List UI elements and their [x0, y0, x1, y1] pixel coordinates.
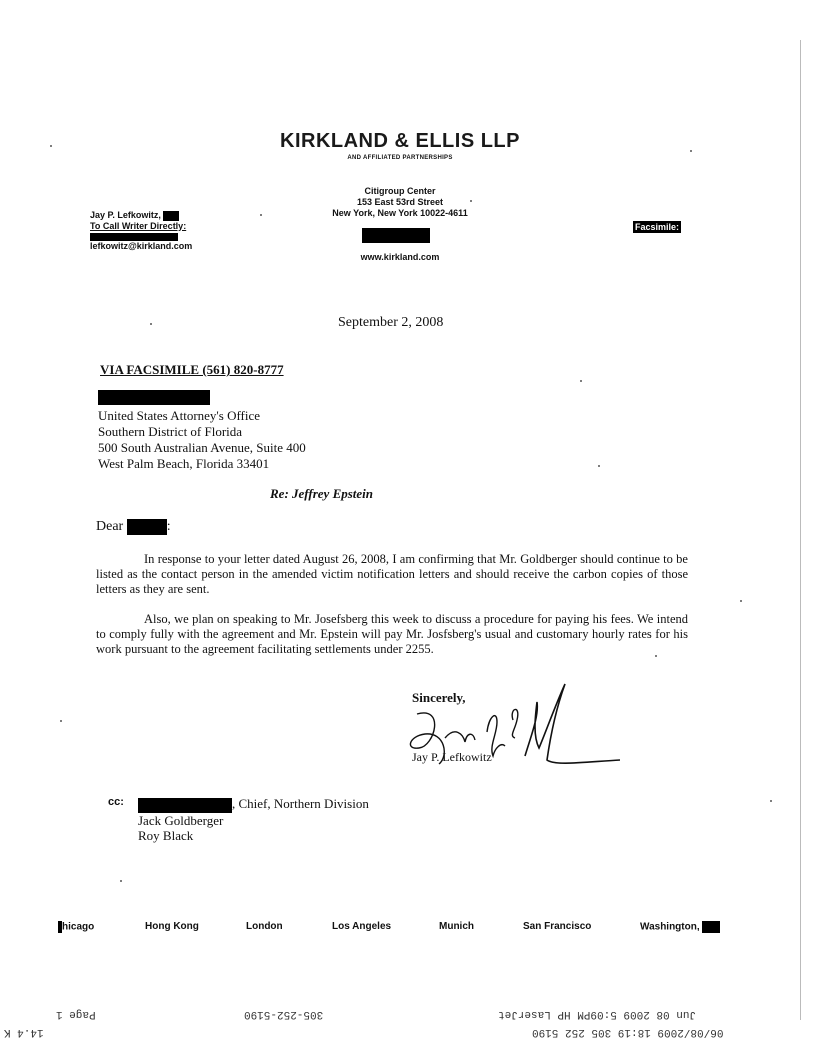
office-chicago: hicago	[58, 921, 94, 933]
address-line: 153 East 53rd Street	[356, 197, 444, 207]
recipient-line: United States Attorney's Office	[98, 408, 261, 423]
office-san-francisco: San Francisco	[523, 921, 592, 932]
fax-speed: 14.4 K	[4, 1026, 44, 1038]
recipient-line: Southern District of Florida	[98, 424, 243, 439]
firm-website: www.kirkland.com	[360, 252, 440, 262]
address-line: New York, New York 10022-4611	[332, 208, 468, 218]
office-washington: Washington,	[640, 921, 720, 933]
signatory-name: Jay P. Lefkowitz	[412, 750, 492, 764]
body-paragraph: Also, we plan on speaking to Mr. Josefsberg this week to discuss a procedure for paying his fees. We intend to comply fully with the agreement and Mr. Epstein will pay Mr. Josfsberg's usual and customary hourly rates for his work pursuant to the agreement facilitating settlements under 2255.	[96, 612, 688, 656]
salutation-colon: :	[166, 519, 171, 535]
fax-page-number: Page 1	[56, 1008, 96, 1020]
affiliated-partnerships: AND AFFILIATED PARTNERSHIPS	[347, 155, 453, 161]
recipient-line: West Palm Beach, Florida 33401	[98, 456, 270, 471]
cc-label: cc:	[108, 796, 124, 808]
cc-name: Jack Goldberger	[138, 812, 224, 828]
sender-name: Jay P. Lefkowitz,	[90, 210, 161, 220]
letter-date: September 2, 2008	[338, 315, 444, 330]
office-london: London	[246, 921, 283, 932]
office-hong-kong: Hong Kong	[145, 921, 199, 932]
fax-phone: 305-252-5190	[244, 1008, 324, 1020]
fax-sent-line: Jun 08 2009 5:09PM HP LaserJet	[498, 1008, 697, 1020]
cc-name: Roy Black	[138, 827, 194, 843]
redaction-block	[90, 233, 178, 241]
salutation: Dear :	[96, 519, 171, 535]
sender-email: lefkowitz@kirkland.com	[90, 240, 193, 251]
facsimile-label: Facsimile:	[635, 222, 680, 232]
recipient-address	[98, 408, 306, 472]
office-munich: Munich	[439, 921, 474, 932]
redaction-block	[362, 228, 430, 243]
fax-received-line: 06/08/2009 18:19 305 252 5190	[532, 1026, 724, 1038]
closing: Sincerely,	[412, 690, 466, 705]
recipient-line: 500 South Australian Avenue, Suite 400	[98, 440, 306, 455]
body-paragraph: In response to your letter dated August 26, 2008, I am confirming that Mr. Goldberger should continue to be listed as the contact person in the amended victim notification letters and should receive the carbon copies of those letters as they are sent.	[96, 552, 688, 596]
address-line: Citigroup Center	[364, 186, 436, 196]
sender-block	[90, 210, 192, 251]
subject-line: Re: Jeffrey Epstein	[270, 486, 374, 501]
cc-list	[138, 796, 369, 843]
redaction-block	[127, 519, 167, 535]
page-edge	[800, 40, 801, 1020]
via-facsimile: VIA FACSIMILE (561) 820-8777	[100, 362, 284, 377]
cc-first-title: , Chief, Northern Division	[232, 796, 369, 811]
firm-name: KIRKLAND & ELLIS LLP	[280, 130, 520, 152]
sender-direct-label: To Call Writer Directly:	[90, 220, 187, 231]
office-los-angeles: Los Angeles	[332, 921, 392, 932]
redaction-block	[98, 390, 210, 405]
firm-address	[300, 186, 500, 219]
redaction-block	[163, 211, 179, 221]
redaction-block	[138, 798, 232, 813]
